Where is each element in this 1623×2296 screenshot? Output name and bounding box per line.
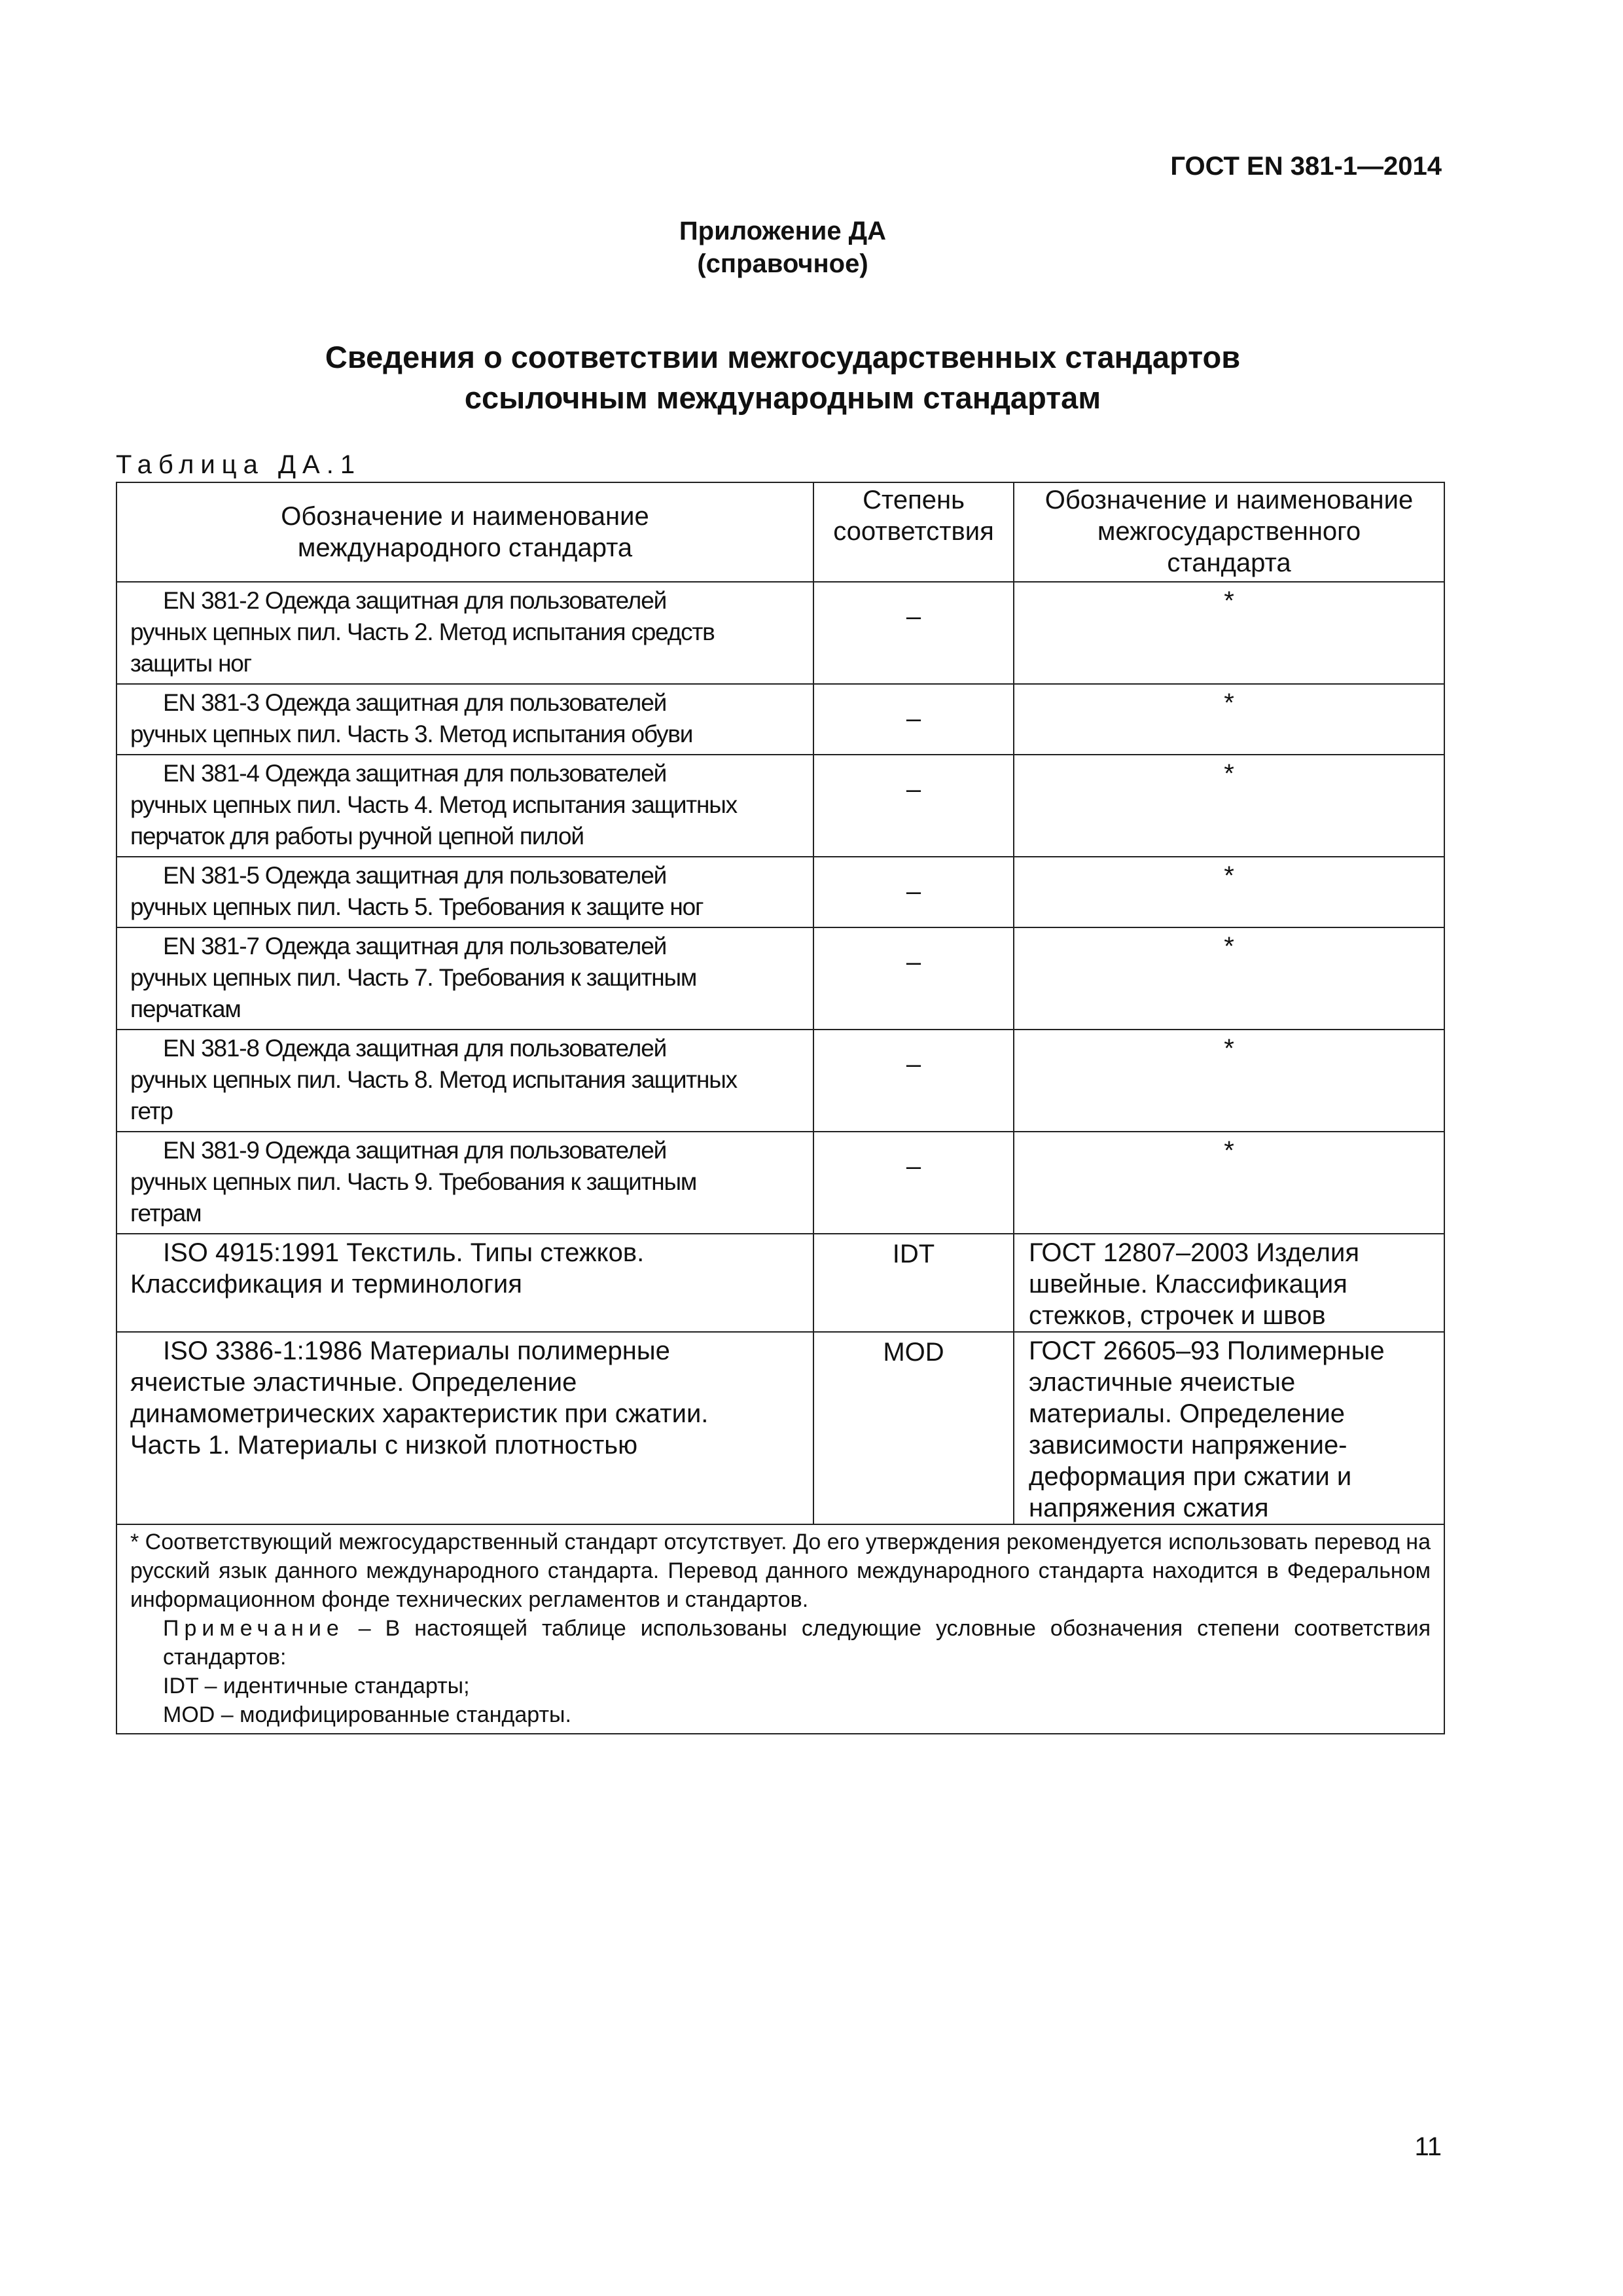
header-text: международного стандарта	[297, 533, 633, 562]
header-text: соответствия	[833, 517, 994, 546]
cell-text: материалы. Определение	[1029, 1399, 1346, 1428]
cell-text: эластичные ячеистые	[1029, 1368, 1296, 1397]
degree-cell: –	[813, 684, 1014, 755]
header-text: межгосударственного	[1097, 517, 1361, 546]
table-row	[116, 927, 1444, 1030]
cell-text: ГОСТ 26605–93 Полимерные	[1029, 1336, 1385, 1365]
degree-cell: –	[813, 582, 1014, 684]
table-row	[116, 582, 1444, 684]
cell-text: ISO 4915:1991 Текстиль. Типы стежков.	[163, 1238, 645, 1267]
cell-text: деформация при сжатии и	[1029, 1462, 1352, 1491]
table-row	[116, 755, 1444, 857]
table-row	[116, 684, 1444, 755]
cell-text: зависимости напряжение-	[1029, 1431, 1347, 1460]
page-title-line: Сведения о соответствии межгосударственных стандартов	[325, 340, 1241, 374]
international-standard-cell	[116, 1132, 813, 1234]
interstate-standard-cell	[1014, 1332, 1444, 1524]
table-row	[116, 1132, 1444, 1234]
cell-text: напряжения сжатия	[1029, 1494, 1269, 1522]
cell-text: *	[1224, 1136, 1234, 1165]
interstate-standard-cell	[1014, 684, 1444, 755]
cell-text: перчаткам	[130, 996, 241, 1022]
cell-text: ячеистые эластичные. Определение	[130, 1368, 577, 1397]
degree-cell: IDT	[813, 1234, 1014, 1332]
cell-text: EN 381-7 Одежда защитная для пользователей	[163, 933, 667, 960]
international-standard-cell	[116, 927, 813, 1030]
cell-text: EN 381-3 Одежда защитная для пользователей	[163, 689, 667, 716]
cell-text: ручных цепных пил. Часть 9. Требования к защитным	[130, 1168, 697, 1195]
international-standard-cell	[116, 1234, 813, 1332]
cell-text: динамометрических характеристик при сжатии.	[130, 1399, 709, 1428]
cell-text: *	[1224, 932, 1234, 961]
international-standard-cell	[116, 857, 813, 927]
table-notes-row	[116, 1524, 1444, 1734]
cell-text: EN 381-2 Одежда защитная для пользователей	[163, 587, 667, 614]
header-interstate-standard	[1014, 482, 1444, 582]
cell-text: ручных цепных пил. Часть 5. Требования к защите ног	[130, 893, 704, 920]
cell-text: защиты ног	[130, 650, 251, 677]
degree-cell: –	[813, 1030, 1014, 1132]
interstate-standard-cell	[1014, 927, 1444, 1030]
cell-text: *	[1224, 689, 1234, 717]
international-standard-cell	[116, 684, 813, 755]
annex-subtitle: (справочное)	[697, 249, 868, 278]
annex-heading	[0, 215, 1565, 280]
correspondence-table	[116, 482, 1445, 1734]
cell-text: EN 381-5 Одежда защитная для пользователей	[163, 862, 667, 889]
cell-text: ручных цепных пил. Часть 8. Метод испытания защитных	[130, 1066, 737, 1093]
cell-text: гетр	[130, 1098, 173, 1124]
note	[130, 1614, 1431, 1672]
page-title-line: ссылочным международным стандартам	[464, 380, 1101, 415]
interstate-standard-cell	[1014, 1234, 1444, 1332]
cell-text: перчаток для работы ручной цепной пилой	[130, 823, 584, 850]
note-label: Примечание	[163, 1616, 344, 1641]
cell-text: *	[1224, 861, 1234, 890]
degree-cell: –	[813, 857, 1014, 927]
international-standard-cell	[116, 582, 813, 684]
table-header-row	[116, 482, 1444, 582]
table-notes	[116, 1524, 1444, 1734]
note-mod: MOD – модифицированные стандарты.	[163, 1702, 571, 1727]
cell-text: EN 381-8 Одежда защитная для пользователей	[163, 1035, 667, 1062]
international-standard-cell	[116, 755, 813, 857]
degree-cell: –	[813, 755, 1014, 857]
cell-text: ручных цепных пил. Часть 3. Метод испытания обуви	[130, 721, 693, 747]
cell-text: ISO 3386-1:1986 Материалы полимерные	[163, 1336, 670, 1365]
table-row	[116, 1332, 1444, 1524]
cell-text: стежков, строчек и швов	[1029, 1301, 1326, 1330]
page-title	[0, 337, 1565, 418]
document-code: ГОСТ EN 381-1—2014	[1170, 152, 1442, 181]
cell-text: *	[1224, 586, 1234, 615]
cell-text: EN 381-9 Одежда защитная для пользователей	[163, 1137, 667, 1164]
interstate-standard-cell	[1014, 1030, 1444, 1132]
header-text: Обозначение и наименование	[281, 502, 649, 531]
page-number: 11	[1414, 2132, 1442, 2161]
table-label: Таблица ДА.1	[116, 450, 362, 479]
annex-title: Приложение ДА	[679, 217, 887, 245]
international-standard-cell	[116, 1030, 813, 1132]
degree-cell: –	[813, 927, 1014, 1030]
header-degree-of-correspondence	[813, 482, 1014, 582]
cell-text: ручных цепных пил. Часть 2. Метод испытания средств	[130, 619, 715, 645]
cell-text: ручных цепных пил. Часть 4. Метод испытания защитных	[130, 791, 737, 818]
note-idt: IDT – идентичные стандарты;	[163, 1674, 470, 1698]
cell-text: *	[1224, 1034, 1234, 1063]
interstate-standard-cell	[1014, 1132, 1444, 1234]
header-text: Обозначение и наименование	[1044, 486, 1414, 514]
cell-text: ручных цепных пил. Часть 7. Требования к защитным	[130, 964, 697, 991]
cell-text: гетрам	[130, 1200, 202, 1227]
cell-text: швейные. Классификация	[1029, 1270, 1347, 1299]
cell-text: *	[1224, 759, 1234, 788]
interstate-standard-cell	[1014, 755, 1444, 857]
header-text: стандарта	[1167, 548, 1291, 577]
footnote: * Соответствующий межгосударственный стандарт отсутствует. До его утверждения рекомендуется использовать перевод на русский язык данного международного стандарта. Перевод данного международного стандарта находится в Федеральном информационном фонде технических регламентов и стандартов.	[130, 1530, 1431, 1612]
header-text: Степень	[863, 486, 965, 514]
cell-text: Часть 1. Материалы с низкой плотностью	[130, 1431, 638, 1460]
degree-cell: –	[813, 1132, 1014, 1234]
cell-text: EN 381-4 Одежда защитная для пользователей	[163, 760, 667, 787]
international-standard-cell	[116, 1332, 813, 1524]
cell-text: ГОСТ 12807–2003 Изделия	[1029, 1238, 1360, 1267]
interstate-standard-cell	[1014, 857, 1444, 927]
note-text: – В настоящей таблице использованы следующие условные обозначения степени соответствия стандартов:	[163, 1616, 1431, 1670]
table-row	[116, 857, 1444, 927]
header-international-standard	[116, 482, 813, 582]
degree-cell: MOD	[813, 1332, 1014, 1524]
cell-text: Классификация и терминология	[130, 1270, 522, 1299]
interstate-standard-cell	[1014, 582, 1444, 684]
table-row	[116, 1234, 1444, 1332]
table-row	[116, 1030, 1444, 1132]
